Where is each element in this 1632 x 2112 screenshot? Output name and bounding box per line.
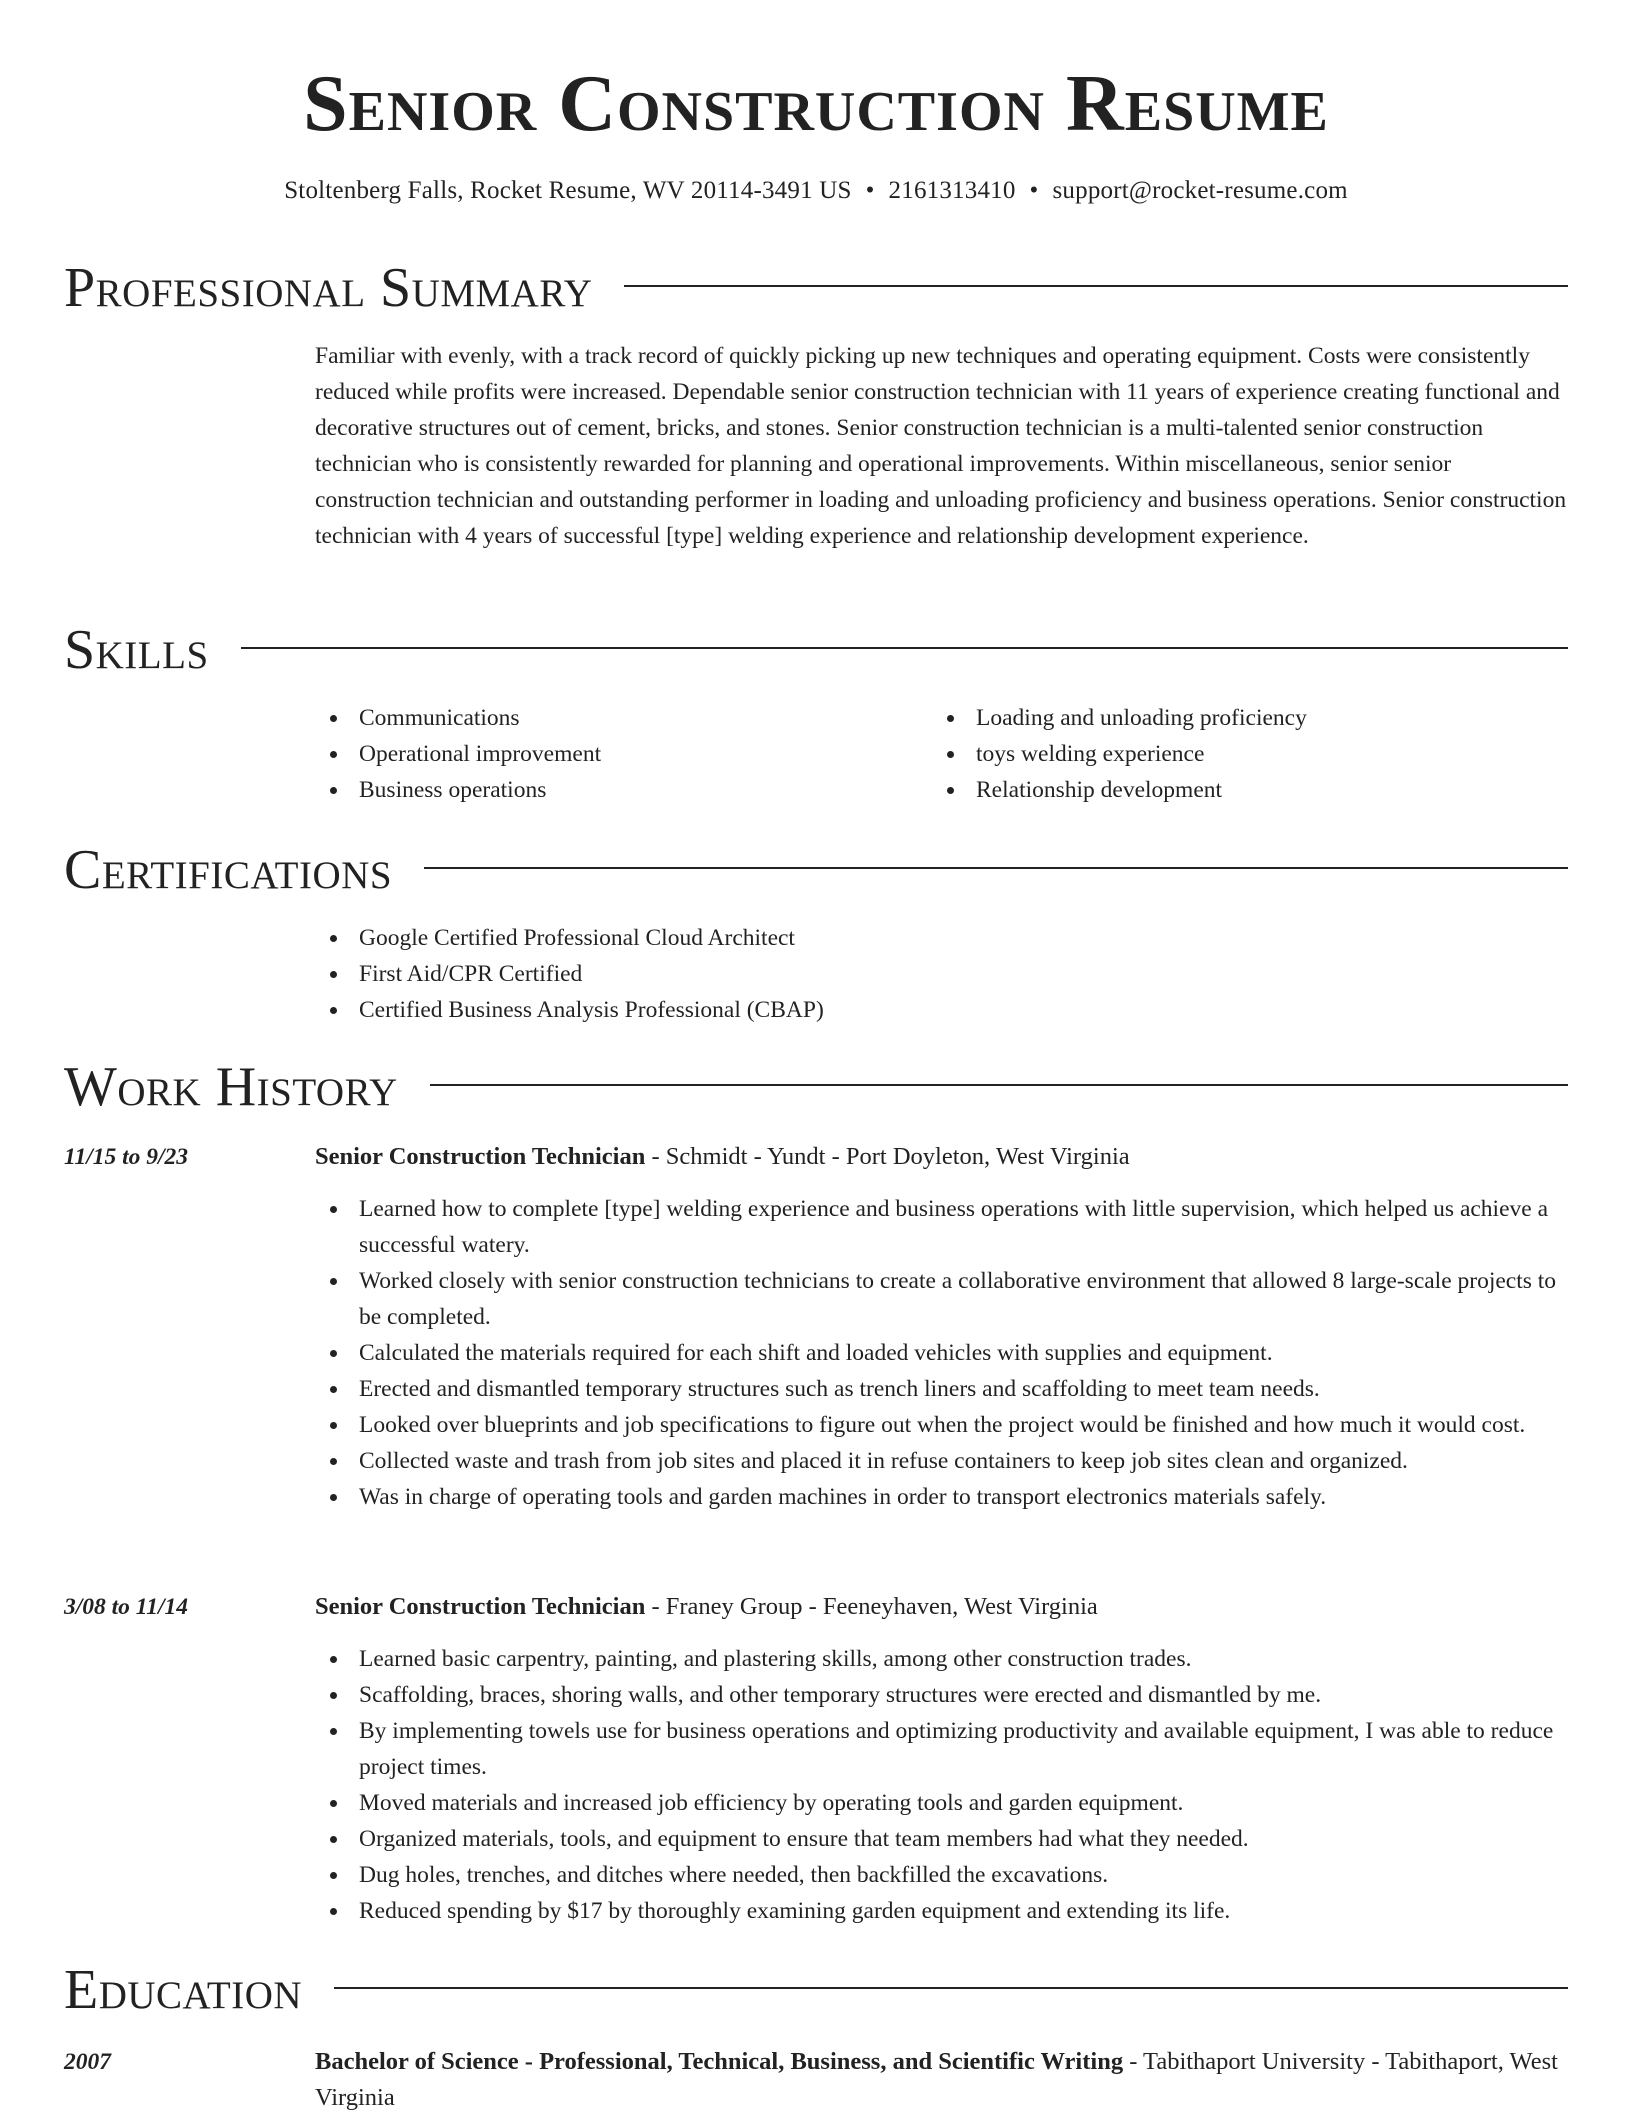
job-dates: 3/08 to 11/14 bbox=[64, 1594, 189, 1620]
separator: • bbox=[1029, 177, 1039, 204]
job-duty: Collected waste and trash from job sites and placed it in refuse containers to keep job sites clean and organized. bbox=[315, 1443, 1568, 1479]
degree: Bachelor of Science - Professional, Technical, Business, and Scientific Writing bbox=[315, 2048, 1124, 2075]
section-divider bbox=[424, 867, 1568, 869]
job-duty: Scaffolding, braces, shoring walls, and other temporary structures were erected and dismantled by me. bbox=[315, 1677, 1568, 1713]
section-heading: Skills bbox=[64, 619, 209, 681]
certification-item: Google Certified Professional Cloud Architect bbox=[315, 920, 1568, 956]
skill-item: toys welding experience bbox=[932, 736, 1549, 772]
job-title: Senior Construction Technician bbox=[315, 1593, 646, 1620]
skills-section-header bbox=[64, 618, 1568, 682]
summary-text: Familiar with evenly, with a track record of quickly picking up new techniques and operating equipment. Costs were consistently reduced while profits were increased. Dependable senior construction technician with 11 years of experience creating functional and decorative structures out of cement, bricks, and stones. Senior construction technician is a multi-talented senior construction technician who is consistently rewarded for planning and operational improvements. Within miscellaneous, senior senior construction technician and outstanding performer in loading and unloading proficiency and business operations. Senior construction technician with 4 years of successful [type] welding experience and relationship development experience. bbox=[315, 343, 1567, 549]
section-divider bbox=[430, 1084, 1568, 1086]
skill-item: Communications bbox=[315, 700, 932, 736]
job-entry bbox=[315, 1139, 1568, 1515]
section-divider bbox=[241, 647, 1568, 649]
certifications-list bbox=[315, 920, 1568, 1028]
job-duty: Looked over blueprints and job specifications to figure out when the project would be finished and how much it would cost. bbox=[315, 1407, 1568, 1443]
job-duty: Was in charge of operating tools and garden machines in order to transport electronics materials safely. bbox=[315, 1479, 1568, 1515]
section-heading: Education bbox=[64, 1959, 303, 2021]
contact-line bbox=[0, 174, 1632, 208]
job-dates: 11/15 to 9/23 bbox=[64, 1144, 189, 1170]
work-history-section-header bbox=[64, 1055, 1568, 1119]
school: - Tabithaport University - Tabithaport, West Virginia bbox=[315, 2048, 1558, 2111]
skills-list bbox=[315, 700, 1568, 808]
section-heading: Professional Summary bbox=[64, 257, 593, 319]
section-heading: Work History bbox=[64, 1056, 398, 1118]
summary-section-header bbox=[64, 256, 1568, 320]
job-duty: By implementing towels use for business operations and optimizing productivity and available equipment, I was able to reduce project times. bbox=[315, 1713, 1568, 1785]
certification-item: First Aid/CPR Certified bbox=[315, 956, 1568, 992]
section-divider bbox=[334, 1987, 1568, 1989]
job-duty: Moved materials and increased job efficiency by operating tools and garden equipment. bbox=[315, 1785, 1568, 1821]
job-entry bbox=[315, 1589, 1568, 1929]
section-divider bbox=[624, 285, 1568, 287]
job-duty: Calculated the materials required for each shift and loaded vehicles with supplies and equipment. bbox=[315, 1335, 1568, 1371]
section-heading: Certifications bbox=[64, 839, 393, 901]
job-duties-list bbox=[315, 1641, 1568, 1929]
job-employer: - Franey Group - Feeneyhaven, West Virginia bbox=[645, 1593, 1098, 1620]
skills-column-left bbox=[315, 700, 932, 808]
email: support@rocket-resume.com bbox=[1052, 177, 1348, 204]
education-entry bbox=[315, 2044, 1568, 2112]
job-employer: - Schmidt - Yundt - Port Doyleton, West Virginia bbox=[645, 1143, 1130, 1170]
skills-column-right bbox=[932, 700, 1549, 808]
address: Stoltenberg Falls, Rocket Resume, WV 20114-3491 US bbox=[284, 177, 852, 204]
resume-title: Senior Construction Resume bbox=[303, 60, 1329, 148]
education-section-header bbox=[64, 1958, 1568, 2022]
skill-item: Loading and unloading proficiency bbox=[932, 700, 1549, 736]
job-duty: Worked closely with senior construction technicians to create a collaborative environment that allowed 8 large-scale projects to be completed. bbox=[315, 1263, 1568, 1335]
job-duty: Erected and dismantled temporary structures such as trench liners and scaffolding to meet team needs. bbox=[315, 1371, 1568, 1407]
skill-item: Relationship development bbox=[932, 772, 1549, 808]
job-duty: Learned basic carpentry, painting, and plastering skills, among other construction trades. bbox=[315, 1641, 1568, 1677]
job-duty: Reduced spending by $17 by thoroughly examining garden equipment and extending its life. bbox=[315, 1893, 1568, 1929]
job-duties-list bbox=[315, 1191, 1568, 1515]
phone: 2161313410 bbox=[888, 177, 1016, 204]
skill-item: Operational improvement bbox=[315, 736, 932, 772]
education-line bbox=[315, 2044, 1568, 2112]
certifications-section-header bbox=[64, 838, 1568, 902]
education-year: 2007 bbox=[64, 2049, 111, 2075]
job-duty: Organized materials, tools, and equipment to ensure that team members had what they needed. bbox=[315, 1821, 1568, 1857]
skill-item: Business operations bbox=[315, 772, 932, 808]
certification-item: Certified Business Analysis Professional (CBAP) bbox=[315, 992, 1568, 1028]
job-title-line bbox=[315, 1139, 1568, 1175]
job-duty: Dug holes, trenches, and ditches where needed, then backfilled the excavations. bbox=[315, 1857, 1568, 1893]
job-title-line bbox=[315, 1589, 1568, 1625]
job-title: Senior Construction Technician bbox=[315, 1143, 646, 1170]
separator: • bbox=[865, 177, 875, 204]
job-duty: Learned how to complete [type] welding experience and business operations with little supervision, which helped us achieve a successful watery. bbox=[315, 1191, 1568, 1263]
